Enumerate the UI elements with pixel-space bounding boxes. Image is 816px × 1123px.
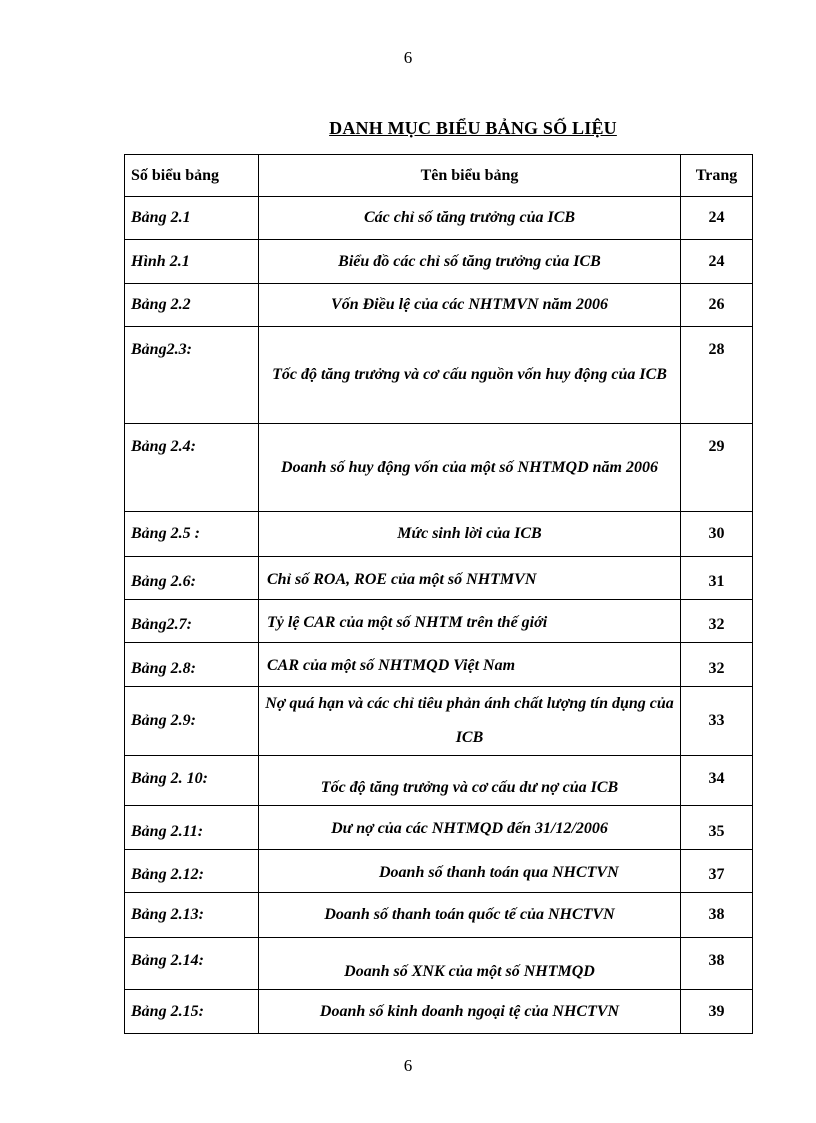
row-table-number: Bảng 2.9: bbox=[125, 687, 259, 756]
table-row bbox=[125, 643, 753, 687]
table-row bbox=[125, 893, 753, 938]
page-number-top: 6 bbox=[403, 48, 413, 67]
row-page: 38 bbox=[681, 893, 753, 938]
table-row bbox=[125, 600, 753, 643]
row-table-name: Vốn Điều lệ của các NHTMVN năm 2006 bbox=[259, 284, 681, 327]
row-table-number: Hình 2.1 bbox=[125, 240, 259, 284]
row-page: 37 bbox=[681, 850, 753, 893]
row-table-number: Bảng 2.12: bbox=[125, 850, 259, 893]
table-row bbox=[125, 327, 753, 424]
row-table-name: Chỉ số ROA, ROE của một số NHTMVN bbox=[259, 557, 681, 600]
row-page: 38 bbox=[681, 938, 753, 990]
row-table-name: Doanh số kinh doanh ngoại tệ của NHCTVN bbox=[259, 990, 681, 1034]
row-table-name: Doanh số XNK của một số NHTMQD bbox=[259, 938, 681, 990]
row-table-name: Nợ quá hạn và các chỉ tiêu phản ánh chất lượng tín dụng của ICB bbox=[259, 687, 681, 756]
row-page: 24 bbox=[681, 197, 753, 240]
row-page: 30 bbox=[681, 512, 753, 557]
row-table-name: Tốc độ tăng trưởng và cơ cấu nguồn vốn huy động của ICB bbox=[259, 327, 681, 424]
table-row bbox=[125, 512, 753, 557]
row-table-name: Tỷ lệ CAR của một số NHTM trên thế giới bbox=[259, 600, 681, 643]
row-page: 26 bbox=[681, 284, 753, 327]
table-row bbox=[125, 990, 753, 1034]
row-table-number: Bảng 2.1 bbox=[125, 197, 259, 240]
header-table-name: Tên biểu bảng bbox=[259, 155, 681, 197]
row-table-name: Tốc độ tăng trưởng và cơ cấu dư nợ của ICB bbox=[259, 756, 681, 806]
table-list bbox=[124, 154, 753, 1034]
row-table-number: Bảng 2.4: bbox=[125, 424, 259, 512]
table-row bbox=[125, 687, 753, 756]
table-row bbox=[125, 284, 753, 327]
table-row bbox=[125, 756, 753, 806]
row-table-name: Biểu đồ các chỉ số tăng trưởng của ICB bbox=[259, 240, 681, 284]
row-page: 28 bbox=[681, 327, 753, 424]
row-page: 24 bbox=[681, 240, 753, 284]
header-page: Trang bbox=[681, 155, 753, 197]
row-page: 35 bbox=[681, 806, 753, 850]
row-page: 29 bbox=[681, 424, 753, 512]
header-table-number: Số biểu bảng bbox=[125, 155, 259, 197]
row-table-name: Mức sinh lời của ICB bbox=[259, 512, 681, 557]
row-table-number: Bảng 2.6: bbox=[125, 557, 259, 600]
row-table-number: Bảng 2.5 : bbox=[125, 512, 259, 557]
row-page: 34 bbox=[681, 756, 753, 806]
row-table-number: Bảng2.7: bbox=[125, 600, 259, 643]
row-table-number: Bảng 2.8: bbox=[125, 643, 259, 687]
row-table-name: Các chỉ số tăng trưởng của ICB bbox=[259, 197, 681, 240]
table-row bbox=[125, 197, 753, 240]
table-row bbox=[125, 850, 753, 893]
page-title: DANH MỤC BIỂU BẢNG SỐ LIỆU bbox=[329, 118, 617, 138]
row-table-number: Bảng 2. 10: bbox=[125, 756, 259, 806]
row-page: 33 bbox=[681, 687, 753, 756]
table-row bbox=[125, 938, 753, 990]
row-table-name: CAR của một số NHTMQD Việt Nam bbox=[259, 643, 681, 687]
row-page: 32 bbox=[681, 643, 753, 687]
row-table-number: Bảng 2.15: bbox=[125, 990, 259, 1034]
row-table-name: Doanh số huy động vốn của một số NHTMQD năm 2006 bbox=[259, 424, 681, 512]
row-table-name: Doanh số thanh toán quốc tế của NHCTVN bbox=[259, 893, 681, 938]
row-page: 32 bbox=[681, 600, 753, 643]
page-number-bottom: 6 bbox=[403, 1056, 413, 1075]
table-row bbox=[125, 806, 753, 850]
row-table-name: Dư nợ của các NHTMQD đến 31/12/2006 bbox=[259, 806, 681, 850]
row-page: 39 bbox=[681, 990, 753, 1034]
row-table-number: Bảng2.3: bbox=[125, 327, 259, 424]
table-row bbox=[125, 240, 753, 284]
row-table-number: Bảng 2.2 bbox=[125, 284, 259, 327]
row-table-number: Bảng 2.14: bbox=[125, 938, 259, 990]
table-row bbox=[125, 424, 753, 512]
row-table-number: Bảng 2.13: bbox=[125, 893, 259, 938]
row-table-number: Bảng 2.11: bbox=[125, 806, 259, 850]
row-page: 31 bbox=[681, 557, 753, 600]
row-table-name: Doanh số thanh toán qua NHCTVN bbox=[259, 850, 681, 893]
table-row bbox=[125, 557, 753, 600]
table-header-row bbox=[125, 155, 753, 197]
